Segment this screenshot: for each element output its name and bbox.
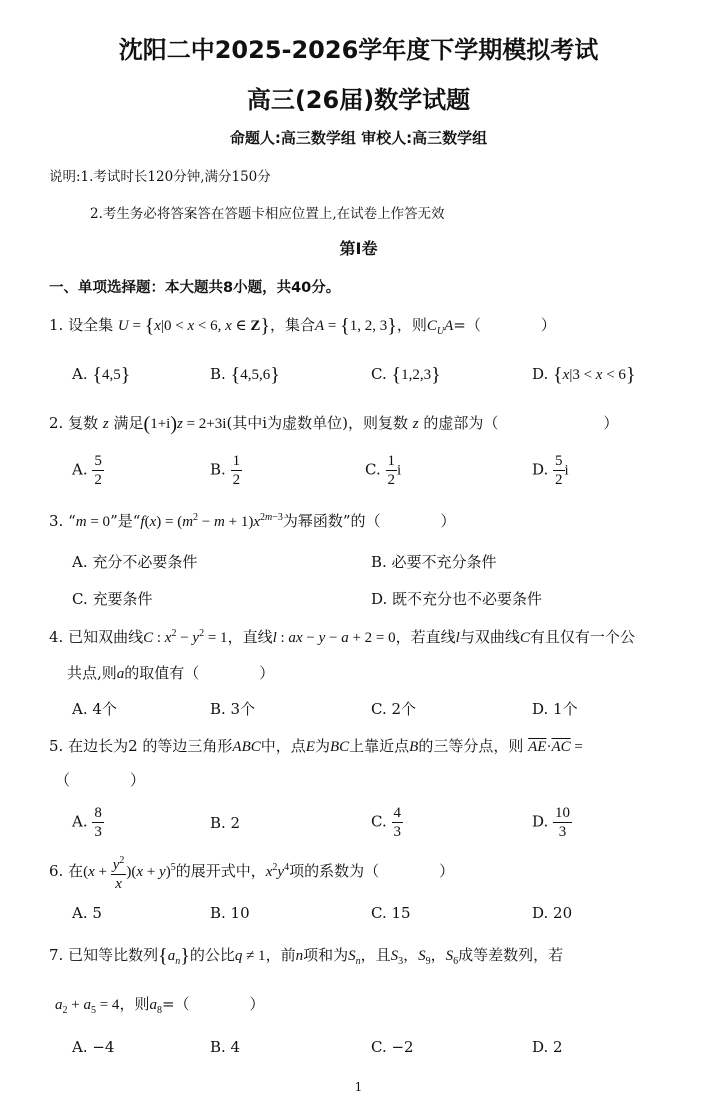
section-title: 第Ⅰ卷 [339, 239, 378, 258]
q3-option-a: A. 充分不必要条件 [72, 553, 198, 571]
q5-option-c: C. $\frac{4}{3}$ [371, 805, 401, 840]
q1-option-d: D. {x|3 < x < 6} [532, 364, 636, 386]
q6-option-c: C. 15 [371, 904, 411, 922]
q2-option-b: B. $\frac{1}{2}$ [210, 453, 241, 488]
exam-authors: 命题人:高三数学组 审校人:高三数学组 [229, 129, 488, 147]
question-6: 6. 在(x + $\frac{y^2}{x}$ )$(x + y)^5$的展开式中，$x^2y^4$项的系数为（ ） [49, 852, 454, 893]
q6-option-d: D. 20 [532, 904, 573, 922]
q3-option-d: D. 既不充分也不必要条件 [371, 590, 543, 608]
q2-option-d: D. $\frac{5}{2}$ i [532, 453, 569, 488]
q6-option-b: B. 10 [210, 904, 250, 922]
question-4: 4. 已知双曲线C : $x^2 - y^2 = 1$，直线l : ax − y − a + 2 = 0，若直线l与双曲线C有且仅有一个公 [49, 628, 635, 646]
note-1: 说明:1.考试时长120分钟,满分150分 [49, 169, 271, 185]
question-7-cont: $a_2 + a_5 = 4$，则$a_8=$（ ） [55, 995, 265, 1016]
question-5: 5. 在边长为2 的等边三角形ABC中，点E为BC上靠近点B的三等分点，则 $\overline{AE}\cdot\overline{AC}$ = [49, 737, 583, 755]
q4-option-a: A. 4个 [72, 700, 117, 718]
question-7: 7. 已知等比数列$\{a_n\}$的公比q ≠ 1，前n项和为$S_n$，且$S_3$，$S_9$，$S_6$成等差数列，若 [49, 945, 564, 967]
q7-option-a: A. −4 [72, 1038, 115, 1056]
question-3: 3. “m = 0”是“$f(x) = (m^2 - m + 1)x^{2m-3}$为幂函数”的（ ） [49, 512, 456, 530]
q2-option-c: C. $\frac{1}{2}$ i [365, 453, 402, 488]
q1-option-c: C. {1,2,3} [371, 364, 441, 386]
question-1: 1. 设全集 U = {x|0 < x < 6, x ∈ Z}，集合A = {1, 2, 3}，则$C_UA=$（ ） [49, 315, 556, 337]
q5-option-b: B. 2 [210, 814, 241, 832]
q7-option-d: D. 2 [532, 1038, 563, 1056]
q4-option-d: D. 1个 [532, 700, 578, 718]
page-number: 1 [354, 1080, 363, 1094]
q7-option-b: B. 4 [210, 1038, 241, 1056]
note-2: 2.考生务必将答案答在答题卡相应位置上,在试卷上作答无效 [90, 206, 445, 222]
q3-option-b: B. 必要不充分条件 [371, 553, 497, 571]
q3-option-c: C. 充要条件 [72, 590, 153, 608]
part-heading: 一、单项选择题：本大题共8小题，共40分。 [49, 280, 341, 296]
q5-option-d: D. $\frac{10}{3}$ [532, 805, 571, 840]
q4-option-b: B. 3个 [210, 700, 256, 718]
q5-option-a: A. $\frac{8}{3}$ [72, 805, 102, 840]
exam-title-line2: 高三(26届)数学试题 [246, 86, 471, 114]
exam-title-line1: 沈阳二中2025-2026学年度下学期模拟考试 [118, 36, 599, 64]
question-5-cont: （ ） [55, 771, 146, 789]
question-4-cont: 共点,则a的取值有（ ） [67, 664, 275, 682]
q4-option-c: C. 2个 [371, 700, 417, 718]
q6-option-a: A. 5 [72, 904, 102, 922]
q7-option-c: C. −2 [371, 1038, 414, 1056]
q1-option-a: A. {4,5} [72, 364, 131, 386]
question-2: 2. 复数 z 满足(1+i)z = 2+3i(其中i为虚数单位)，则复数 z 的虚部为（ ） [49, 413, 619, 435]
q1-option-b: B. {4,5,6} [210, 364, 280, 386]
q2-option-a: A. $\frac{5}{2}$ [72, 453, 102, 488]
